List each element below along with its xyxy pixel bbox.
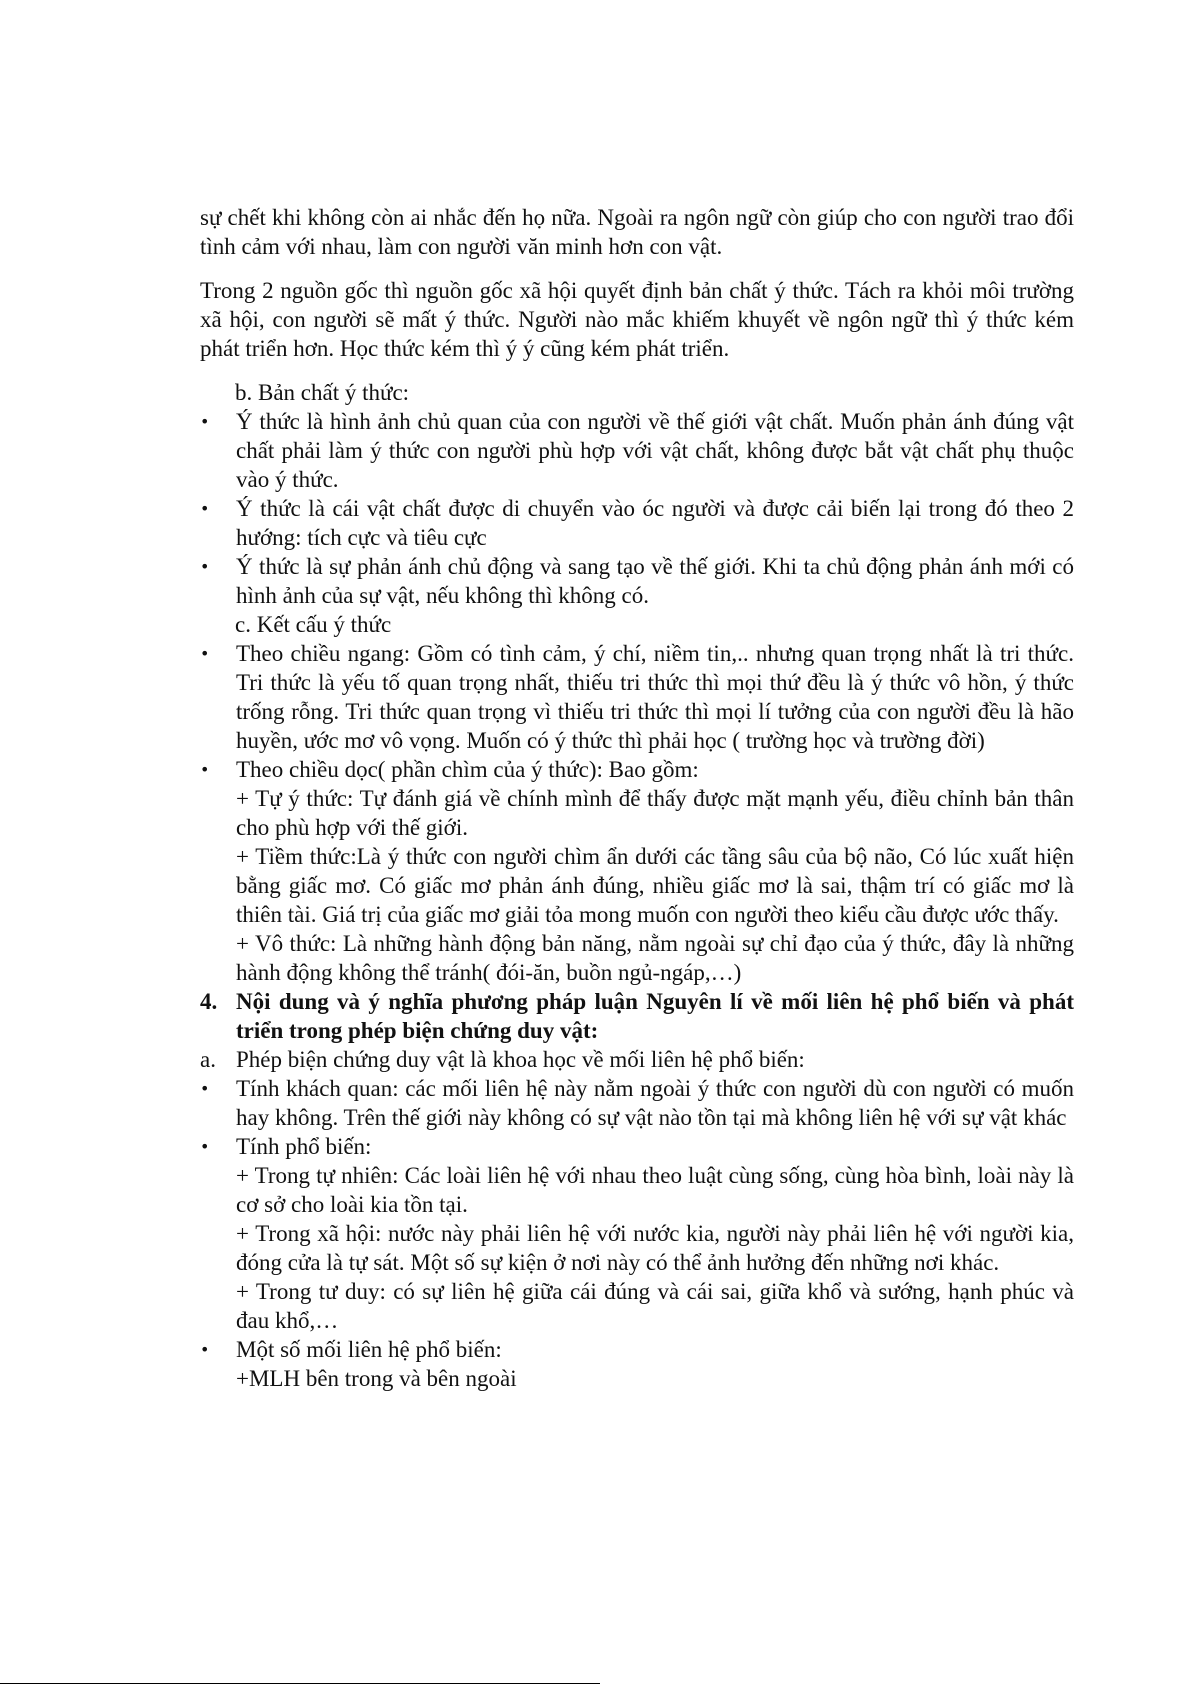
intro-paragraph-2: Trong 2 nguồn gốc thì nguồn gốc xã hội quyết định bản chất ý thức. Tách ra khỏi môi trường xã hội, con người sẽ mất ý thức. Người nào mắc khiếm khuyết về ngôn ngữ thì ý thức kém phát triển hơn. Học thức kém thì ý ý cũng kém phát triển. xyxy=(200,278,1074,361)
bullet-icon: • xyxy=(200,499,210,518)
list-item-text: Ý thức là cái vật chất được di chuyển vào óc người và được cải biến lại trong đó theo 2 hướng: tích cực và tiêu cực xyxy=(236,496,1074,550)
section-4-title: Nội dung và ý nghĩa phương pháp luận Nguyên lí về mối liên hệ phổ biến và phát triển trong phép biện chứng duy vật: xyxy=(236,989,1074,1043)
list-item-text: Ý thức là hình ảnh chủ quan của con người về thế giới vật chất. Muốn phản ánh đúng vật chất phải làm ý thức con người phù hợp với vật chất, không được bắt vật chất phụ thuộc vào ý thức. xyxy=(236,409,1074,492)
list-item-title: Tính phổ biến: xyxy=(236,1134,372,1159)
list-item xyxy=(200,1074,1074,1132)
sub-item-text: Phép biện chứng duy vật là khoa học về mối liên hệ phổ biến: xyxy=(236,1047,805,1072)
bullet-icon: • xyxy=(200,1137,210,1156)
list-item-point: + Tự ý thức: Tự đánh giá về chính mình để thấy được mặt mạnh yếu, điều chỉnh bản thân cho phù hợp với thế giới. xyxy=(236,786,1074,840)
bullet-icon: • xyxy=(200,760,210,779)
list-item-text: Ý thức là sự phản ánh chủ động và sang tạo về thế giới. Khi ta chủ động phản ánh mới có hình ảnh của sự vật, nếu không thì không có. xyxy=(236,554,1074,608)
list-item-point: + Trong tự nhiên: Các loài liên hệ với nhau theo luật cùng sống, cùng hòa bình, loài này là cơ sở cho loài kia tồn tại. xyxy=(236,1163,1074,1217)
list-item-title: Một số mối liên hệ phổ biến: xyxy=(236,1337,502,1362)
list-item-point: + Trong tư duy: có sự liên hệ giữa cái đúng và cái sai, giữa khổ và sướng, hạnh phúc và đau khổ,… xyxy=(236,1279,1074,1333)
list-item xyxy=(200,1132,1074,1335)
list-item xyxy=(200,1335,1074,1393)
sub-marker: a. xyxy=(200,1047,216,1072)
page-content xyxy=(200,203,1074,1393)
bullet-icon: • xyxy=(200,557,210,576)
section-number: 4. xyxy=(200,989,218,1014)
list-item-point: + Trong xã hội: nước này phải liên hệ với nước kia, người này phải liên hệ với người kia, đóng cửa là tự sát. Một số sự kiện ở nơi này có thể ảnh hưởng đến những nơi khác. xyxy=(236,1221,1074,1275)
list-item-point: +MLH bên trong và bên ngoài xyxy=(236,1366,517,1391)
section-b-heading: b. Bản chất ý thức: xyxy=(235,380,410,405)
list-item-text: Theo chiều ngang: Gồm có tình cảm, ý chí, niềm tin,.. nhưng quan trọng nhất là tri thức. Tri thức là yếu tố quan trọng nhất, thiếu tri thức thì mọi thứ đều là ý thức vô hồn, ý thức trống rỗng. Tri thức quan trọng vì thiếu tri thức thì mọi lí tưởng của con người đều là hão huyền, ước mơ vô vọng. Muốn có ý thức thì phải học ( trường học và trường đời) xyxy=(236,641,1074,753)
bullet-icon: • xyxy=(200,1340,210,1359)
list-item-title: Theo chiều dọc( phần chìm của ý thức): Bao gồm: xyxy=(236,757,699,782)
bullet-icon: • xyxy=(200,412,210,431)
list-item xyxy=(200,552,1074,610)
section-4-heading xyxy=(200,987,1074,1045)
list-item xyxy=(200,639,1074,755)
bullet-icon: • xyxy=(200,1079,210,1098)
intro-paragraph-1: sự chết khi không còn ai nhắc đến họ nữa. Ngoài ra ngôn ngữ còn giúp cho con người trao đổi tình cảm với nhau, làm con người văn minh hơn con vật. xyxy=(200,205,1074,259)
list-item xyxy=(200,407,1074,494)
list-item-point: + Tiềm thức:Là ý thức con người chìm ẩn dưới các tầng sâu của bộ não, Có lúc xuất hiện bằng giấc mơ. Có giấc mơ phản ánh đúng, nhiều giấc mơ là sai, thậm trí có giấc mơ là thiên tài. Giá trị của giấc mơ giải tỏa mong muốn con người theo kiểu cầu được ước thấy. xyxy=(236,844,1074,927)
list-item xyxy=(200,755,1074,987)
list-item-point: + Vô thức: Là những hành động bản năng, nằm ngoài sự chỉ đạo của ý thức, đây là những hành động không thể tránh( đói-ăn, buồn ngủ-ngáp,…) xyxy=(236,931,1074,985)
list-item-text: Tính khách quan: các mối liên hệ này nằm ngoài ý thức con người dù con người có muốn hay không. Trên thế giới này không có sự vật nào tồn tại mà không liên hệ với sự vật khác xyxy=(236,1076,1074,1130)
bullet-icon: • xyxy=(200,644,210,663)
footer-divider xyxy=(0,1683,600,1684)
list-item xyxy=(200,494,1074,552)
sub-item-a xyxy=(200,1045,1074,1074)
section-c-heading: c. Kết cấu ý thức xyxy=(235,612,392,637)
